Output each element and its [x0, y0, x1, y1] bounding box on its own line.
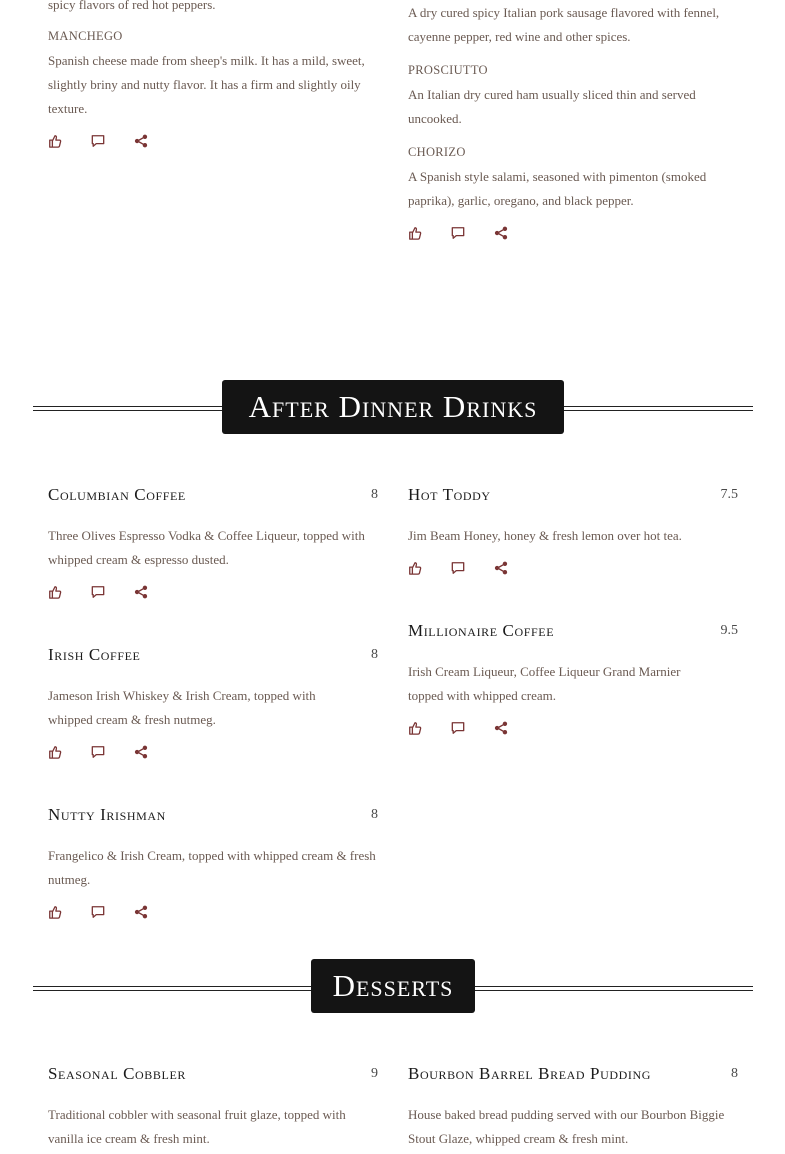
comment-icon[interactable] — [450, 225, 466, 241]
item-name-manchego: MANCHEGO — [48, 29, 123, 43]
share-icon[interactable] — [493, 720, 509, 736]
item-price: 8 — [371, 807, 378, 822]
item-title: Irish Coffee — [48, 645, 141, 664]
thumbs-up-icon[interactable] — [47, 744, 63, 760]
comment-icon[interactable] — [90, 904, 106, 920]
item-description: House baked bread pudding served with our Bourbon Biggie Stout Glaze, whipped cream & fresh mint. — [408, 1107, 725, 1146]
item-description: spicy flavors of red hot peppers. — [48, 0, 216, 12]
section-title-drinks: After Dinner Drinks — [222, 380, 564, 434]
item-actions — [407, 720, 536, 736]
item-actions — [47, 133, 176, 149]
item-description-chorizo: A Spanish style salami, seasoned with pimenton (smoked paprika), garlic, oregano, and black pepper. — [408, 169, 707, 208]
thumbs-up-icon[interactable] — [407, 560, 423, 576]
share-icon[interactable] — [493, 560, 509, 576]
item-description: Irish Cream Liqueur, Coffee Liqueur Grand Marnier topped with whipped cream. — [408, 664, 681, 703]
item-actions — [47, 904, 176, 920]
item-price: 8 — [731, 1066, 738, 1081]
item-price: 8 — [371, 647, 378, 662]
share-icon[interactable] — [133, 584, 149, 600]
share-icon[interactable] — [133, 133, 149, 149]
item-price: 7.5 — [720, 487, 738, 502]
thumbs-up-icon[interactable] — [47, 133, 63, 149]
item-description: A dry cured spicy Italian pork sausage flavored with fennel, cayenne pepper, red wine and other spices. — [408, 5, 720, 44]
item-title: Seasonal Cobbler — [48, 1064, 186, 1083]
item-title: Nutty Irishman — [48, 805, 166, 824]
item-actions — [407, 560, 536, 576]
item-description: Frangelico & Irish Cream, topped with whipped cream & fresh nutmeg. — [48, 848, 376, 887]
item-description-manchego: Spanish cheese made from sheep's milk. It has a mild, sweet, slightly briny and nutty flavor. It has a firm and slightly oily texture. — [48, 53, 365, 116]
comment-icon[interactable] — [450, 560, 466, 576]
comment-icon[interactable] — [90, 584, 106, 600]
item-title: Bourbon Barrel Bread Pudding — [408, 1064, 652, 1083]
item-actions — [47, 584, 176, 600]
share-icon[interactable] — [133, 744, 149, 760]
comment-icon[interactable] — [90, 133, 106, 149]
item-actions — [407, 225, 536, 241]
item-description: Jim Beam Honey, honey & fresh lemon over hot tea. — [408, 528, 682, 543]
item-price: 9.5 — [720, 623, 738, 638]
item-title: Hot Toddy — [408, 485, 491, 504]
item-name-prosciutto: PROSCIUTTO — [408, 63, 488, 77]
thumbs-up-icon[interactable] — [407, 225, 423, 241]
item-description: Traditional cobbler with seasonal fruit glaze, topped with vanilla ice cream & fresh mint. — [48, 1107, 346, 1146]
item-name-chorizo: CHORIZO — [408, 145, 466, 159]
item-price: 9 — [371, 1066, 378, 1081]
section-title-desserts: Desserts — [311, 959, 475, 1013]
comment-icon[interactable] — [450, 720, 466, 736]
item-price: 8 — [371, 487, 378, 502]
item-title: Columbian Coffee — [48, 485, 186, 504]
share-icon[interactable] — [493, 225, 509, 241]
comment-icon[interactable] — [90, 744, 106, 760]
thumbs-up-icon[interactable] — [407, 720, 423, 736]
item-actions — [47, 744, 176, 760]
item-description: Jameson Irish Whiskey & Irish Cream, topped with whipped cream & fresh nutmeg. — [48, 688, 316, 727]
item-description: Three Olives Espresso Vodka & Coffee Liqueur, topped with whipped cream & espresso dusted. — [48, 528, 365, 567]
thumbs-up-icon[interactable] — [47, 904, 63, 920]
share-icon[interactable] — [133, 904, 149, 920]
item-title: Millionaire Coffee — [408, 621, 555, 640]
thumbs-up-icon[interactable] — [47, 584, 63, 600]
item-description-prosciutto: An Italian dry cured ham usually sliced thin and served uncooked. — [408, 87, 696, 126]
